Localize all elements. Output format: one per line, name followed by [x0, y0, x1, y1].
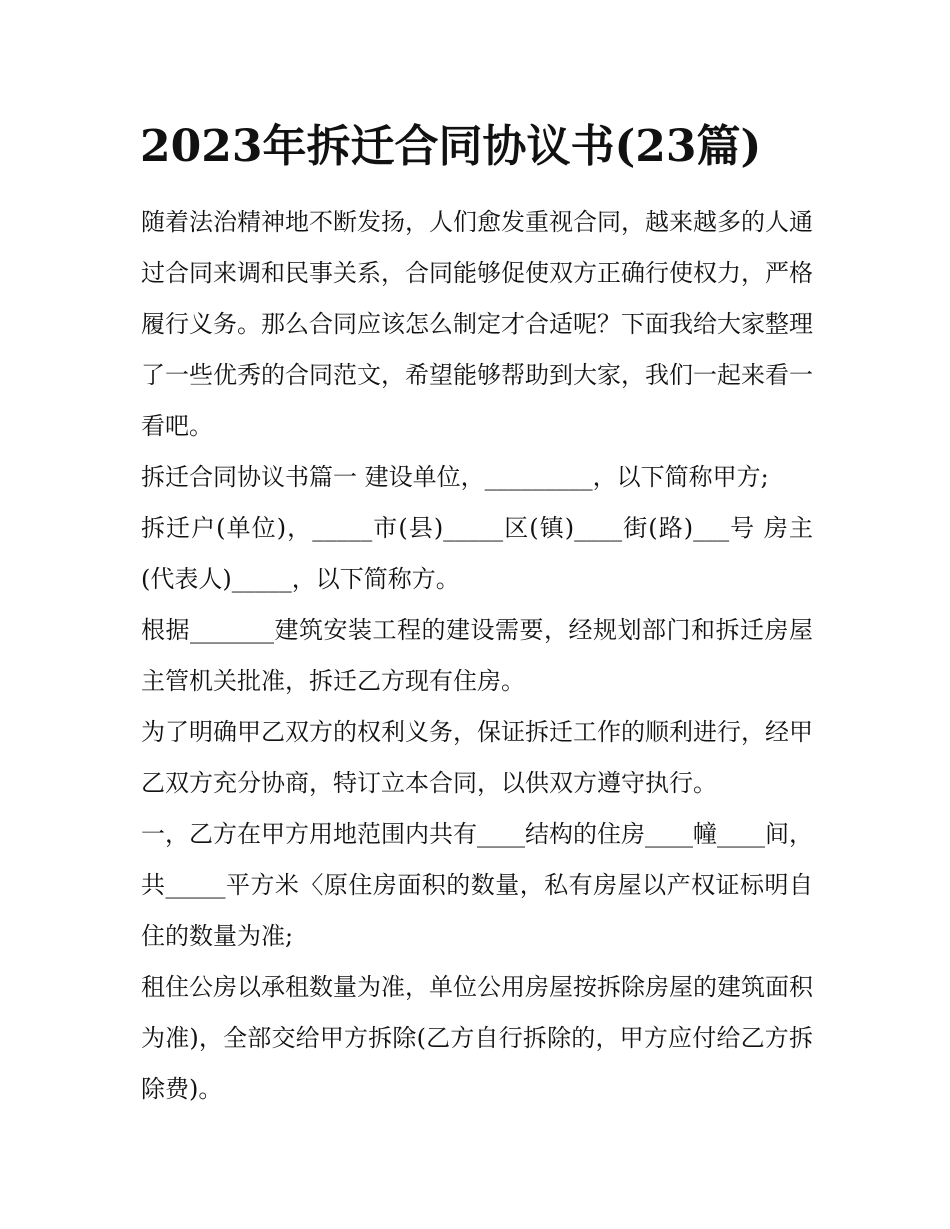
clause-one-paragraph: 一，乙方在甲方用地范围内共有____结构的住房____幢____间，共_____平方米〈原住房面积的数量，私有房屋以产权证标明自住的数量为准;: [141, 820, 813, 950]
public-housing-paragraph: 租住公房以承租数量为准，单位公用房屋按拆除房屋的建筑面积为准)，全部交给甲方拆除(乙方自行拆除的，甲方应付给乙方拆除费)。: [141, 973, 813, 1103]
contract-heading-party-a: 拆迁合同协议书篇一 建设单位，_________，以下简称甲方;: [141, 463, 769, 491]
document-title: 2023年拆迁合同协议书(23篇): [140, 121, 762, 172]
purpose-paragraph: 为了明确甲乙双方的权利义务，保证拆迁工作的顺利进行，经甲乙双方充分协商，特订立本合同，以供双方遵守执行。: [141, 718, 813, 797]
basis-paragraph: 根据_______建筑安装工程的建设需要，经规划部门和拆迁房屋主管机关批准，拆迁乙方现有住房。: [141, 616, 813, 695]
intro-paragraph: 随着法治精神地不断发扬，人们愈发重视合同，越来越多的人通过合同来调和民事关系，合同能够促使双方正确行使权力，严格履行义务。那么合同应该怎么制定才合适呢？下面我给大家整理了一些优秀的合同范文，希望能够帮助到大家，我们一起来看一看吧。: [141, 208, 813, 440]
document-body: [141, 197, 813, 1115]
party-b-paragraph: 拆迁户(单位)，_____市(县)_____区(镇)____街(路)___号 房主(代表人)_____，以下简称方。: [141, 514, 813, 593]
